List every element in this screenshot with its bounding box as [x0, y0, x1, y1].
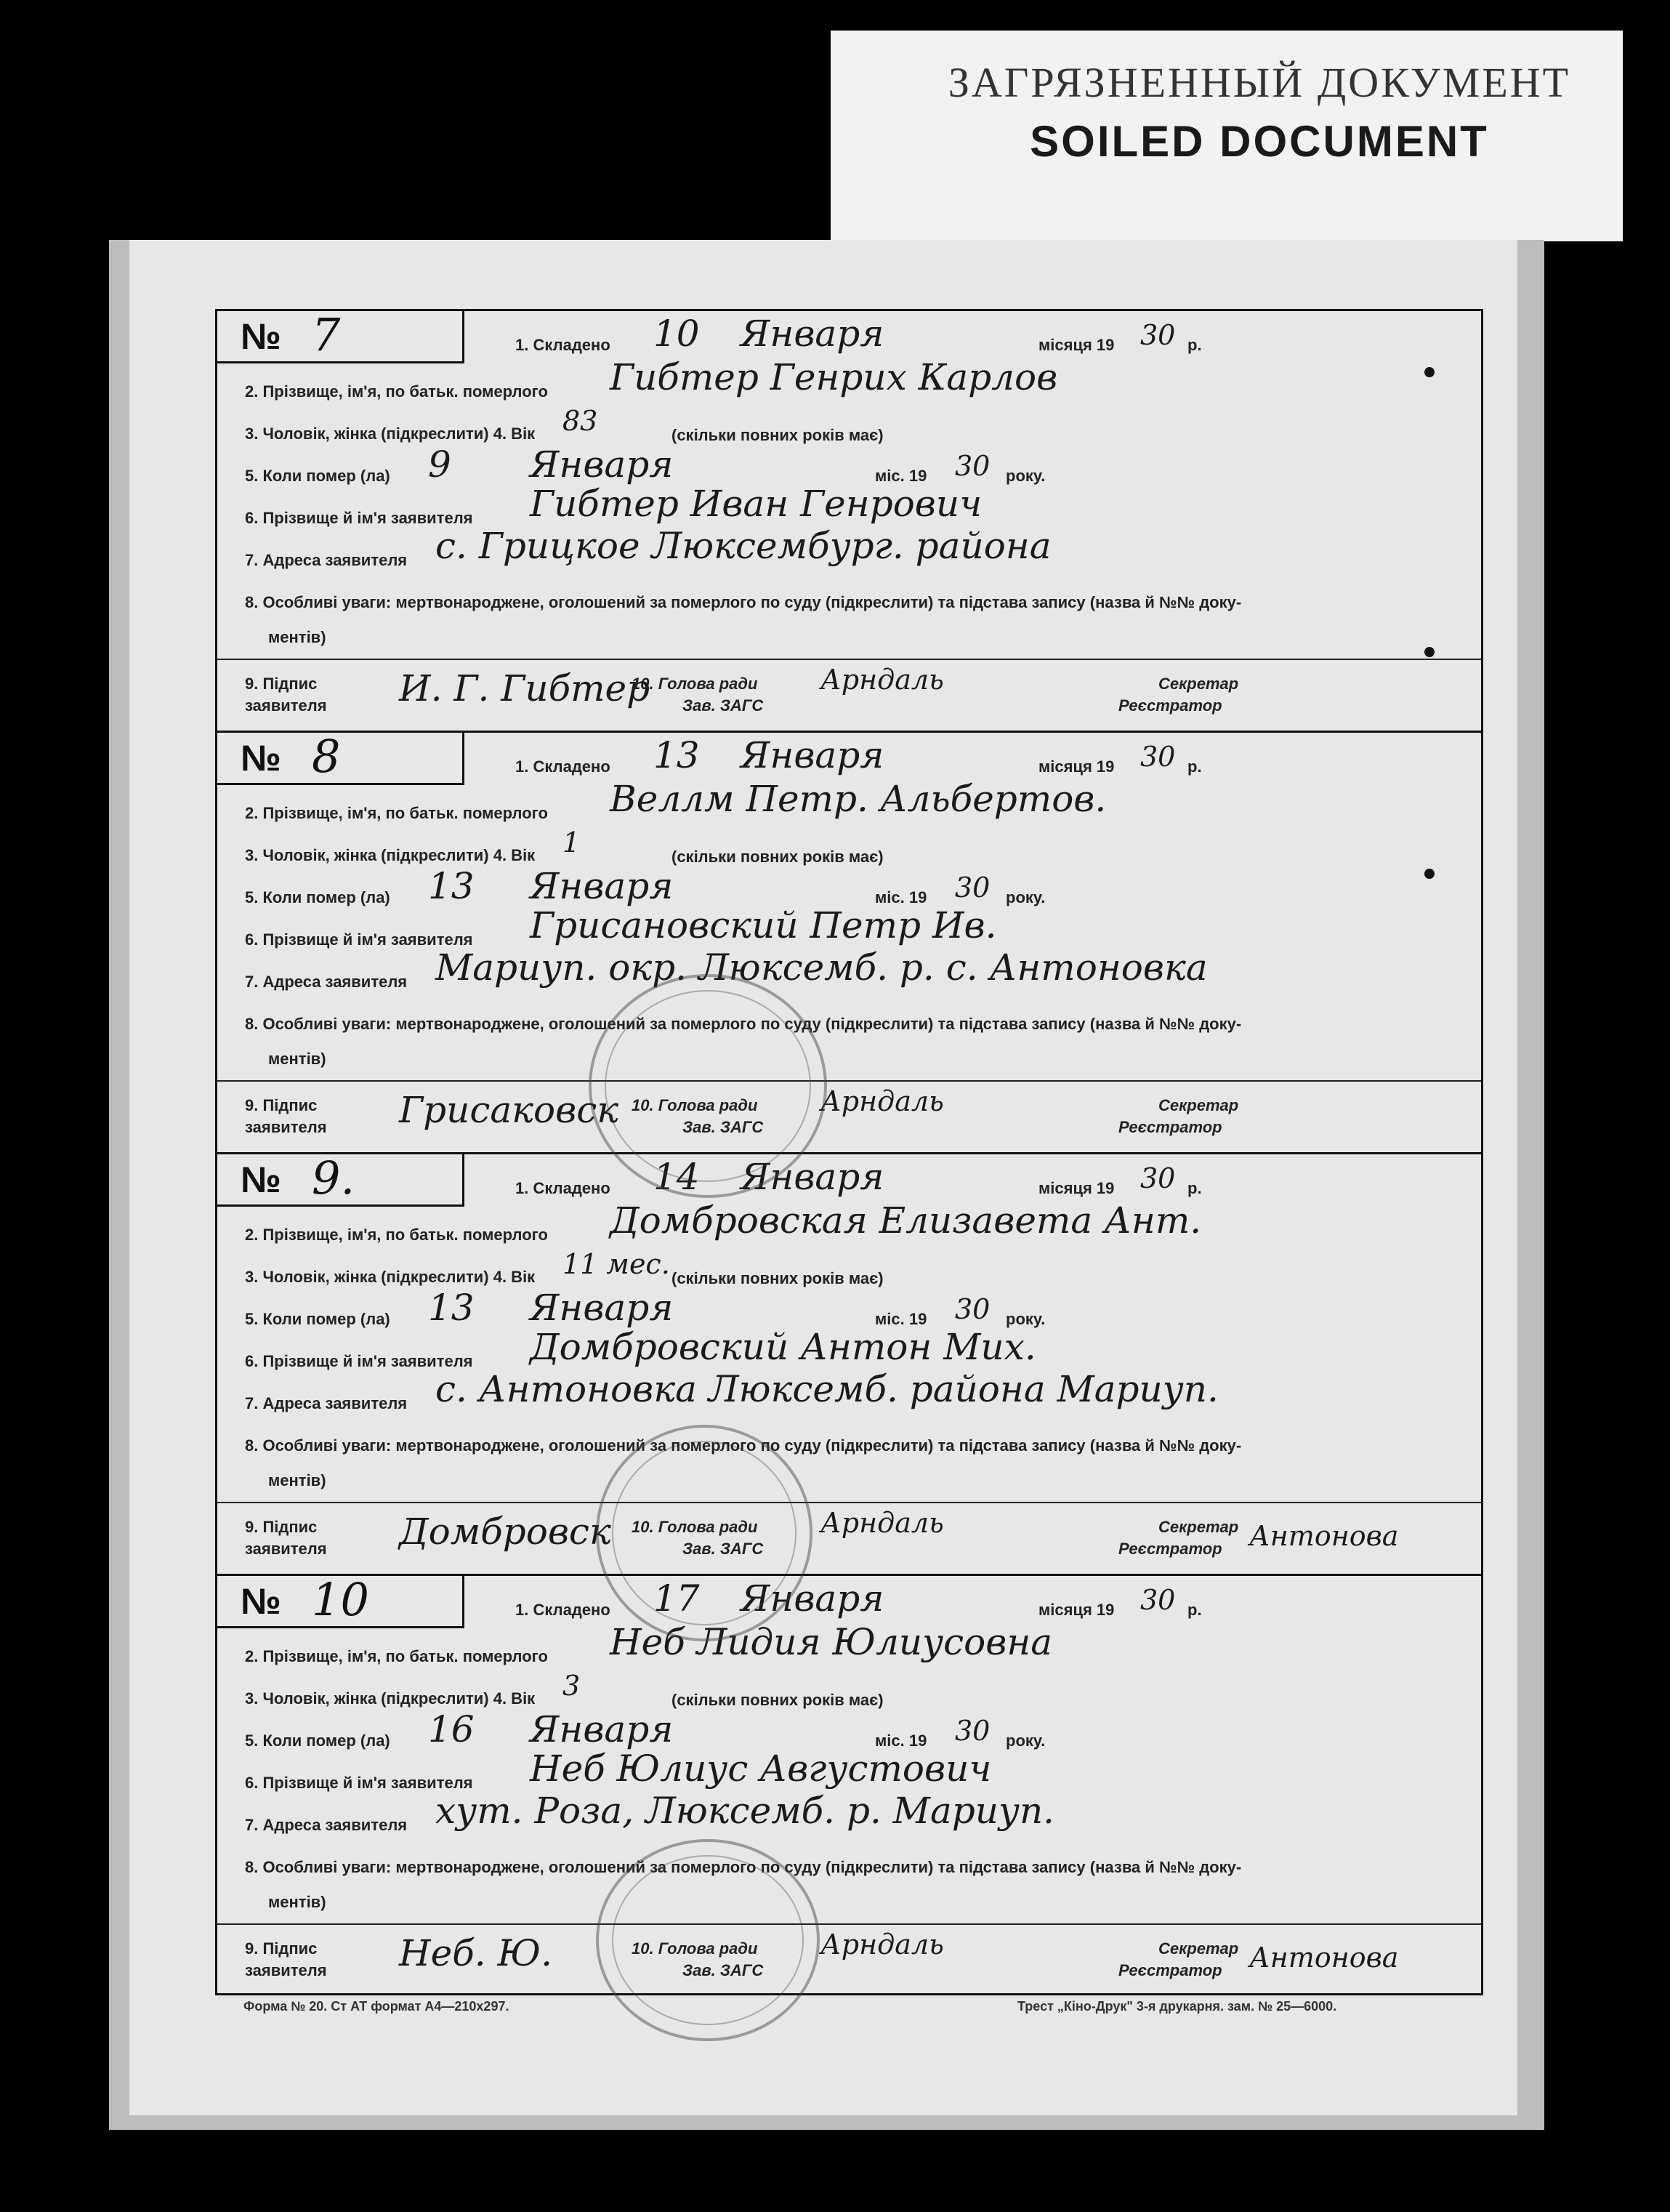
death-year: 30 — [955, 1293, 991, 1325]
label-age-note: (скільки повних років має) — [671, 848, 884, 866]
label-deceased: 2. Прізвище, ім'я, по батьк. померлого — [245, 1226, 548, 1244]
deceased-name: Веллм Петр. Альбертов. — [610, 778, 1107, 820]
compiled-year: 30 — [1140, 319, 1176, 351]
label-notes-cont: ментів) — [268, 628, 326, 646]
label-registrar: Реєстратор — [1118, 1540, 1222, 1558]
label-deceased: 2. Прізвище, ім'я, по батьк. померлого — [245, 1647, 548, 1665]
death-year: 30 — [955, 872, 991, 904]
applicant-address: хут. Роза, Люксемб. р. Мариуп. — [435, 1790, 1055, 1832]
label-registrar: Реєстратор — [1118, 696, 1222, 715]
label-head: 10. Голова ради — [632, 1096, 758, 1114]
label-zags: Зав. ЗАГС — [682, 1118, 764, 1136]
compiled-year: 30 — [1140, 1162, 1176, 1194]
label-compiled: 1. Складено — [515, 336, 610, 354]
label-sign-1: 9. Підпис — [245, 1096, 318, 1114]
label-secretary: Секретар — [1158, 1518, 1239, 1536]
number-sign: № — [241, 1581, 281, 1622]
death-record — [217, 1573, 1481, 1998]
label-age-note: (скільки повних років має) — [671, 1691, 884, 1709]
label-deceased: 2. Прізвище, ім'я, по батьк. померлого — [245, 804, 548, 822]
label-notes: 8. Особливі уваги: мертвонароджене, оголошений за померлого по суду (підкреслити) та підстава запису (назва й №№ доку- — [245, 593, 1242, 611]
label-age-note: (скільки повних років має) — [671, 426, 884, 444]
head-signature: Арндаль — [820, 1507, 944, 1539]
label-address: 7. Адреса заявителя — [245, 1394, 408, 1412]
label-head: 10. Голова ради — [632, 1939, 758, 1958]
death-month: Января — [530, 865, 674, 907]
label-registrar: Реєстратор — [1118, 1961, 1222, 1979]
label-roku: року. — [1006, 1732, 1046, 1750]
death-year: 30 — [955, 1715, 991, 1747]
label-month-year: місяця 19 — [1038, 757, 1115, 776]
secretary-signature: Антонова — [1249, 1520, 1399, 1552]
applicant-signature: Домбровск — [399, 1511, 611, 1553]
label-address: 7. Адреса заявителя — [245, 973, 408, 991]
record-number: 10 — [312, 1573, 369, 1626]
label-death-date: 5. Коли помер (ла) — [245, 467, 390, 485]
label-zags: Зав. ЗАГС — [682, 1540, 764, 1558]
compiled-day: 13 — [653, 734, 700, 776]
compiled-year: 30 — [1140, 741, 1176, 773]
row-divider — [217, 1923, 1481, 1925]
compiled-month: Января — [741, 1156, 884, 1198]
label-sex-age: 3. Чоловік, жінка (підкреслити) 4. Вік — [245, 1268, 536, 1286]
label-secretary: Секретар — [1158, 1939, 1239, 1958]
label-compiled: 1. Складено — [515, 757, 610, 776]
applicant-signature: Грисаковск — [399, 1089, 619, 1131]
applicant-address: Мариуп. окр. Люксемб. р. с. Антоновка — [435, 946, 1208, 989]
row-divider — [217, 659, 1481, 660]
label-head: 10. Голова ради — [632, 1518, 758, 1536]
applicant-name: Грисановский Петр Ив. — [530, 904, 997, 946]
label-zags: Зав. ЗАГС — [682, 696, 764, 715]
age: 11 мес. — [562, 1248, 670, 1280]
death-register-form — [215, 309, 1483, 1995]
death-day: 9 — [428, 443, 451, 486]
deceased-name: Домбровская Елизавета Ант. — [610, 1199, 1202, 1242]
label-address: 7. Адреса заявителя — [245, 551, 408, 569]
label-sign-2: заявителя — [245, 1540, 327, 1558]
label-age-note: (скільки повних років має) — [671, 1269, 884, 1287]
label-applicant: 6. Прізвище й ім'я заявителя — [245, 930, 473, 949]
number-sign: № — [241, 738, 281, 779]
label-deceased: 2. Прізвище, ім'я, по батьк. померлого — [245, 382, 548, 401]
age: 1 — [562, 827, 581, 858]
label-month-year: місяця 19 — [1038, 336, 1115, 354]
record-number-box — [217, 1573, 464, 1628]
death-day: 16 — [428, 1708, 475, 1750]
age: 3 — [562, 1670, 581, 1702]
deceased-name: Неб Лидия Юлиусовна — [610, 1621, 1053, 1663]
label-notes: 8. Особливі уваги: мертвонароджене, оголошений за померлого по суду (підкреслити) та підстава запису (назва й №№ доку- — [245, 1858, 1242, 1876]
death-day: 13 — [428, 865, 475, 907]
label-r: р. — [1187, 336, 1202, 354]
applicant-name: Гибтер Иван Генрович — [530, 483, 983, 525]
label-notes-cont: ментів) — [268, 1471, 326, 1489]
label-zags: Зав. ЗАГС — [682, 1961, 764, 1979]
label-applicant: 6. Прізвище й ім'я заявителя — [245, 509, 473, 527]
number-sign: № — [241, 316, 281, 357]
label-secretary: Секретар — [1158, 1096, 1239, 1114]
compiled-day: 17 — [653, 1577, 700, 1620]
record-number: 8 — [312, 730, 341, 783]
label-death-date: 5. Коли помер (ла) — [245, 1310, 390, 1328]
head-signature: Арндаль — [820, 1085, 944, 1117]
head-signature: Арндаль — [820, 1929, 944, 1960]
label-sign-2: заявителя — [245, 1961, 327, 1979]
compiled-year: 30 — [1140, 1584, 1176, 1616]
footer-printer: Трест „Кіно-Друк" 3-я друкарня. зам. № 25—6000. — [1017, 1999, 1337, 2014]
soiled-document-label — [831, 31, 1623, 241]
label-r: р. — [1187, 1179, 1202, 1197]
soiled-label-en: SOILED DOCUMENT — [1030, 117, 1489, 166]
label-compiled: 1. Складено — [515, 1601, 610, 1619]
label-roku: року. — [1006, 1310, 1046, 1328]
label-roku: року. — [1006, 467, 1046, 485]
official-stamp — [596, 1425, 812, 1641]
label-notes-cont: ментів) — [268, 1050, 326, 1068]
ink-dot — [1424, 869, 1435, 879]
death-record — [217, 1151, 1481, 1576]
label-secretary: Секретар — [1158, 675, 1239, 693]
row-divider — [217, 1080, 1481, 1082]
death-month: Января — [530, 443, 674, 486]
label-sign-2: заявителя — [245, 1118, 327, 1136]
death-month: Января — [530, 1287, 674, 1329]
label-mis: міс. 19 — [875, 467, 927, 485]
applicant-signature: И. Г. Гибтер — [399, 667, 650, 709]
label-sign-1: 9. Підпис — [245, 1939, 318, 1958]
compiled-day: 10 — [653, 313, 700, 355]
record-number-box — [217, 1151, 464, 1207]
secretary-signature: Антонова — [1249, 1942, 1399, 1974]
official-stamp — [596, 1839, 820, 2041]
label-death-date: 5. Коли помер (ла) — [245, 888, 390, 906]
label-compiled: 1. Складено — [515, 1179, 610, 1197]
deceased-name: Гибтер Генрих Карлов — [610, 356, 1058, 398]
applicant-name: Домбровский Антон Мих. — [530, 1326, 1036, 1368]
soiled-label-ru: ЗАГРЯЗНЕННЫЙ ДОКУМЕНТ — [948, 59, 1571, 106]
label-sex-age: 3. Чоловік, жінка (підкреслити) 4. Вік — [245, 846, 536, 864]
ink-dot — [1424, 367, 1435, 377]
compiled-month: Января — [741, 734, 884, 776]
label-sign-1: 9. Підпис — [245, 1518, 318, 1536]
record-number-box — [217, 730, 464, 785]
label-notes: 8. Особливі уваги: мертвонароджене, оголошений за померлого по суду (підкреслити) та підстава запису (назва й №№ доку- — [245, 1015, 1242, 1033]
label-notes-cont: ментів) — [268, 1893, 326, 1911]
death-day: 13 — [428, 1287, 475, 1329]
label-applicant: 6. Прізвище й ім'я заявителя — [245, 1352, 473, 1370]
record-number: 9. — [312, 1151, 355, 1204]
official-stamp — [589, 974, 827, 1198]
death-year: 30 — [955, 450, 991, 482]
label-head: 10. Голова ради — [632, 675, 758, 693]
label-address: 7. Адреса заявителя — [245, 1816, 408, 1834]
label-notes: 8. Особливі уваги: мертвонароджене, оголошений за померлого по суду (підкреслити) та підстава запису (назва й №№ доку- — [245, 1436, 1242, 1455]
applicant-signature: Неб. Ю. — [399, 1932, 553, 1974]
label-registrar: Реєстратор — [1118, 1118, 1222, 1136]
head-signature: Арндаль — [820, 664, 944, 696]
compiled-month: Января — [741, 313, 884, 355]
footer-form-number: Форма № 20. Ст АТ формат А4—210х297. — [243, 1999, 509, 2014]
applicant-address: с. Грицкое Люксембург. района — [435, 525, 1052, 567]
label-r: р. — [1187, 757, 1202, 776]
label-r: р. — [1187, 1601, 1202, 1619]
label-roku: року. — [1006, 888, 1046, 906]
label-death-date: 5. Коли помер (ла) — [245, 1732, 390, 1750]
label-mis: міс. 19 — [875, 1732, 927, 1750]
age: 83 — [562, 405, 598, 437]
label-applicant: 6. Прізвище й ім'я заявителя — [245, 1774, 473, 1792]
label-sex-age: 3. Чоловік, жінка (підкреслити) 4. Вік — [245, 425, 536, 443]
death-record — [217, 308, 1481, 733]
label-month-year: місяця 19 — [1038, 1179, 1115, 1197]
label-sign-1: 9. Підпис — [245, 675, 318, 693]
record-number: 7 — [312, 308, 341, 361]
label-sex-age: 3. Чоловік, жінка (підкреслити) 4. Вік — [245, 1689, 536, 1708]
compiled-month: Января — [741, 1577, 884, 1620]
label-mis: міс. 19 — [875, 888, 927, 906]
label-sign-2: заявителя — [245, 696, 327, 715]
ink-dot — [1424, 647, 1435, 657]
row-divider — [217, 1502, 1481, 1503]
applicant-address: с. Антоновка Люксемб. района Мариуп. — [435, 1368, 1219, 1410]
applicant-name: Неб Юлиус Августович — [530, 1748, 992, 1790]
label-mis: міс. 19 — [875, 1310, 927, 1328]
label-month-year: місяця 19 — [1038, 1601, 1115, 1619]
death-record — [217, 730, 1481, 1154]
record-number-box — [217, 308, 464, 363]
number-sign: № — [241, 1159, 281, 1200]
compiled-day: 14 — [653, 1156, 700, 1198]
death-month: Января — [530, 1708, 674, 1750]
